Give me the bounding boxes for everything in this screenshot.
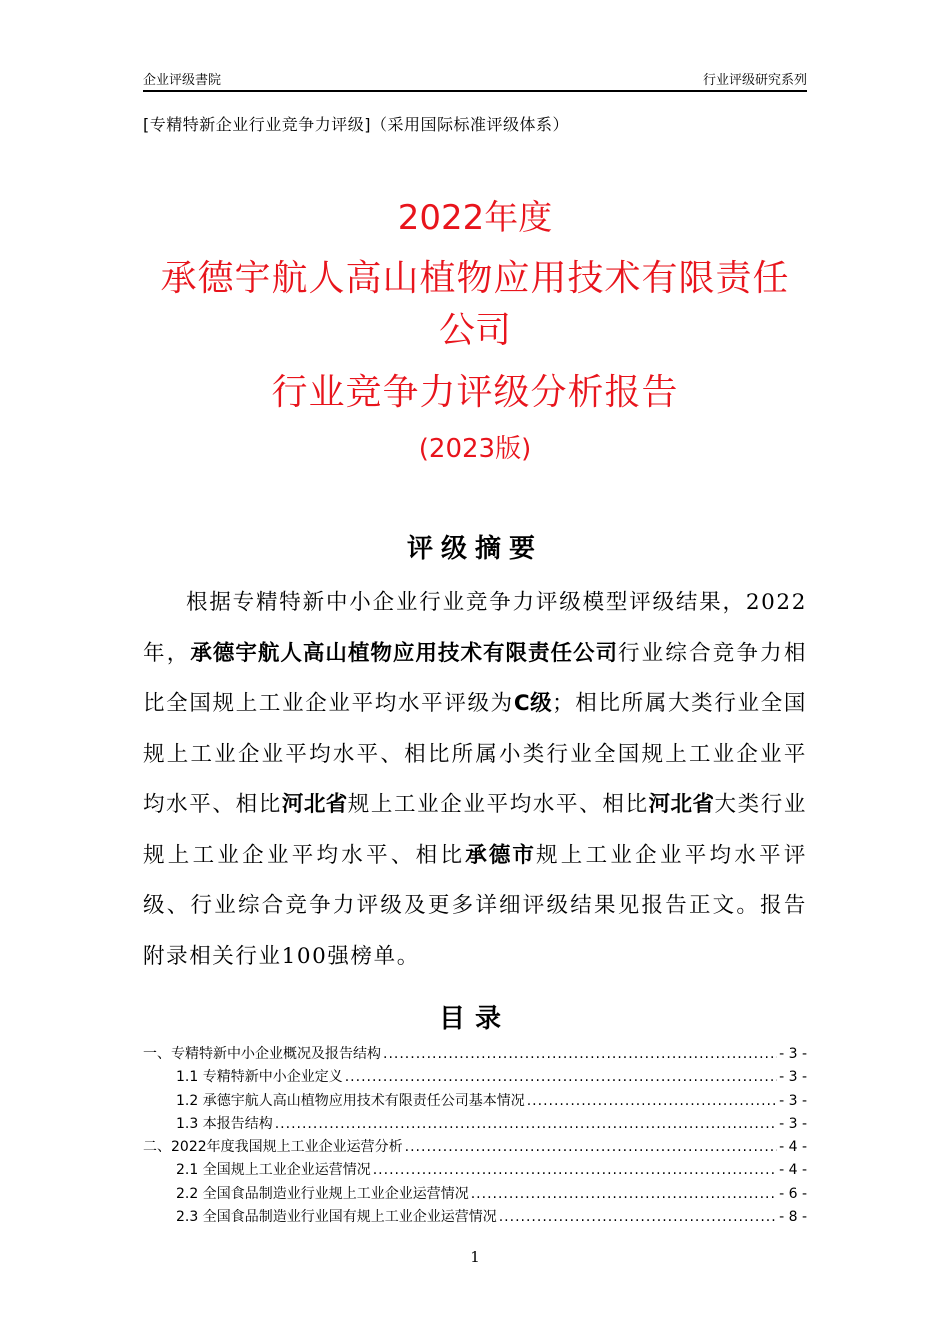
table-of-contents [143,1043,807,1229]
header-series: 行业评级研究系列 [702,73,807,88]
toc-heading: 目录 [438,1004,511,1034]
title-report-name: 行业竞争力评级分析报告 [271,372,679,413]
toc-entry[interactable] [143,1159,807,1182]
toc-entry-label: 2.1 全国规上工业企业运营情况 [176,1162,371,1179]
toc-leader-dots [471,1186,777,1202]
toc-entry-page: - 6 - [779,1185,807,1202]
toc-leader-dots [383,1046,777,1062]
toc-entry[interactable] [143,1066,807,1089]
toc-leader-dots [345,1069,777,1085]
toc-entry-page: - 4 - [779,1162,807,1179]
toc-entry[interactable] [143,1136,807,1159]
toc-entry-page: - 4 - [779,1139,807,1156]
summary-text: 根据专精特新中小企业行业竞争力评级模型评级结果，2022年， [143,590,807,666]
summary-paragraph [143,578,807,982]
toc-entry-label: 1.2 承德宇航人高山植物应用技术有限责任公司基本情况 [176,1092,525,1109]
toc-entry-label: 1.1 专精特新中小企业定义 [176,1069,343,1086]
page-header [143,68,807,92]
title-company-line2: 公司 [438,310,511,351]
title-edition: (2023版) [418,434,532,464]
summary-emphasis: 承德市 [465,842,537,868]
summary-text: 大类行业规上工业企业平均水平、相比 [143,792,807,868]
toc-entry-page: - 3 - [779,1115,807,1132]
summary-emphasis: C级 [513,691,553,716]
toc-leader-dots [499,1209,777,1225]
title-year: 2022年度 [397,198,553,238]
toc-entry-label: 1.3 本报告结构 [176,1115,273,1132]
summary-body [143,578,807,982]
summary-text: 行业综合竞争力相比全国规上工业企业平均水平评级为 [143,640,807,716]
summary-text: ；相比所属大类行业全国规上工业企业平均水平、相比所属小类行业全国规上工业企业平均水平、相比 [143,691,807,817]
summary-emphasis: 河北省 [648,792,715,817]
toc-entry-label: 2.2 全国食品制造业行业规上工业企业运营情况 [176,1185,469,1202]
toc-entry-label: 2.3 全国食品制造业行业国有规上工业企业运营情况 [176,1209,497,1226]
summary-heading: 评级摘要 [406,534,543,564]
toc-entry-page: - 8 - [779,1209,807,1226]
toc-entry-label: 一、专精特新中小企业概况及报告结构 [143,1046,381,1062]
toc-leader-dots [275,1116,777,1132]
toc-entry[interactable] [143,1090,807,1113]
toc-entry-page: - 3 - [779,1092,807,1109]
toc-entry-page: - 3 - [779,1069,807,1086]
toc-leader-dots [373,1162,777,1178]
toc-entry[interactable] [143,1113,807,1136]
toc-leader-dots [527,1093,777,1109]
page-number: 1 [470,1248,480,1266]
header-publisher: 企业评级書院 [143,73,222,88]
series-tag: [专精特新企业行业竞争力评级]（采用国际标准评级体系） [143,115,569,134]
toc-entry[interactable] [143,1183,807,1206]
toc-entry[interactable] [143,1043,807,1066]
toc-entry-page: - 3 - [779,1046,807,1062]
summary-emphasis: 承德宇航人高山植物应用技术有限责任公司 [190,640,618,666]
toc-entry-label: 二、2022年度我国规上工业企业运营分析 [143,1139,403,1156]
summary-emphasis: 河北省 [281,792,348,817]
toc-entry[interactable] [143,1206,807,1229]
summary-text: 规上工业企业平均水平评级、行业综合竞争力评级及更多详细评级结果见报告正文。报告附录相关行业100强榜单。 [143,842,807,969]
summary-text: 规上工业企业平均水平、相比 [347,792,649,817]
title-company-line1: 承德宇航人高山植物应用技术有限责任 [160,258,790,299]
toc-leader-dots [405,1139,777,1155]
